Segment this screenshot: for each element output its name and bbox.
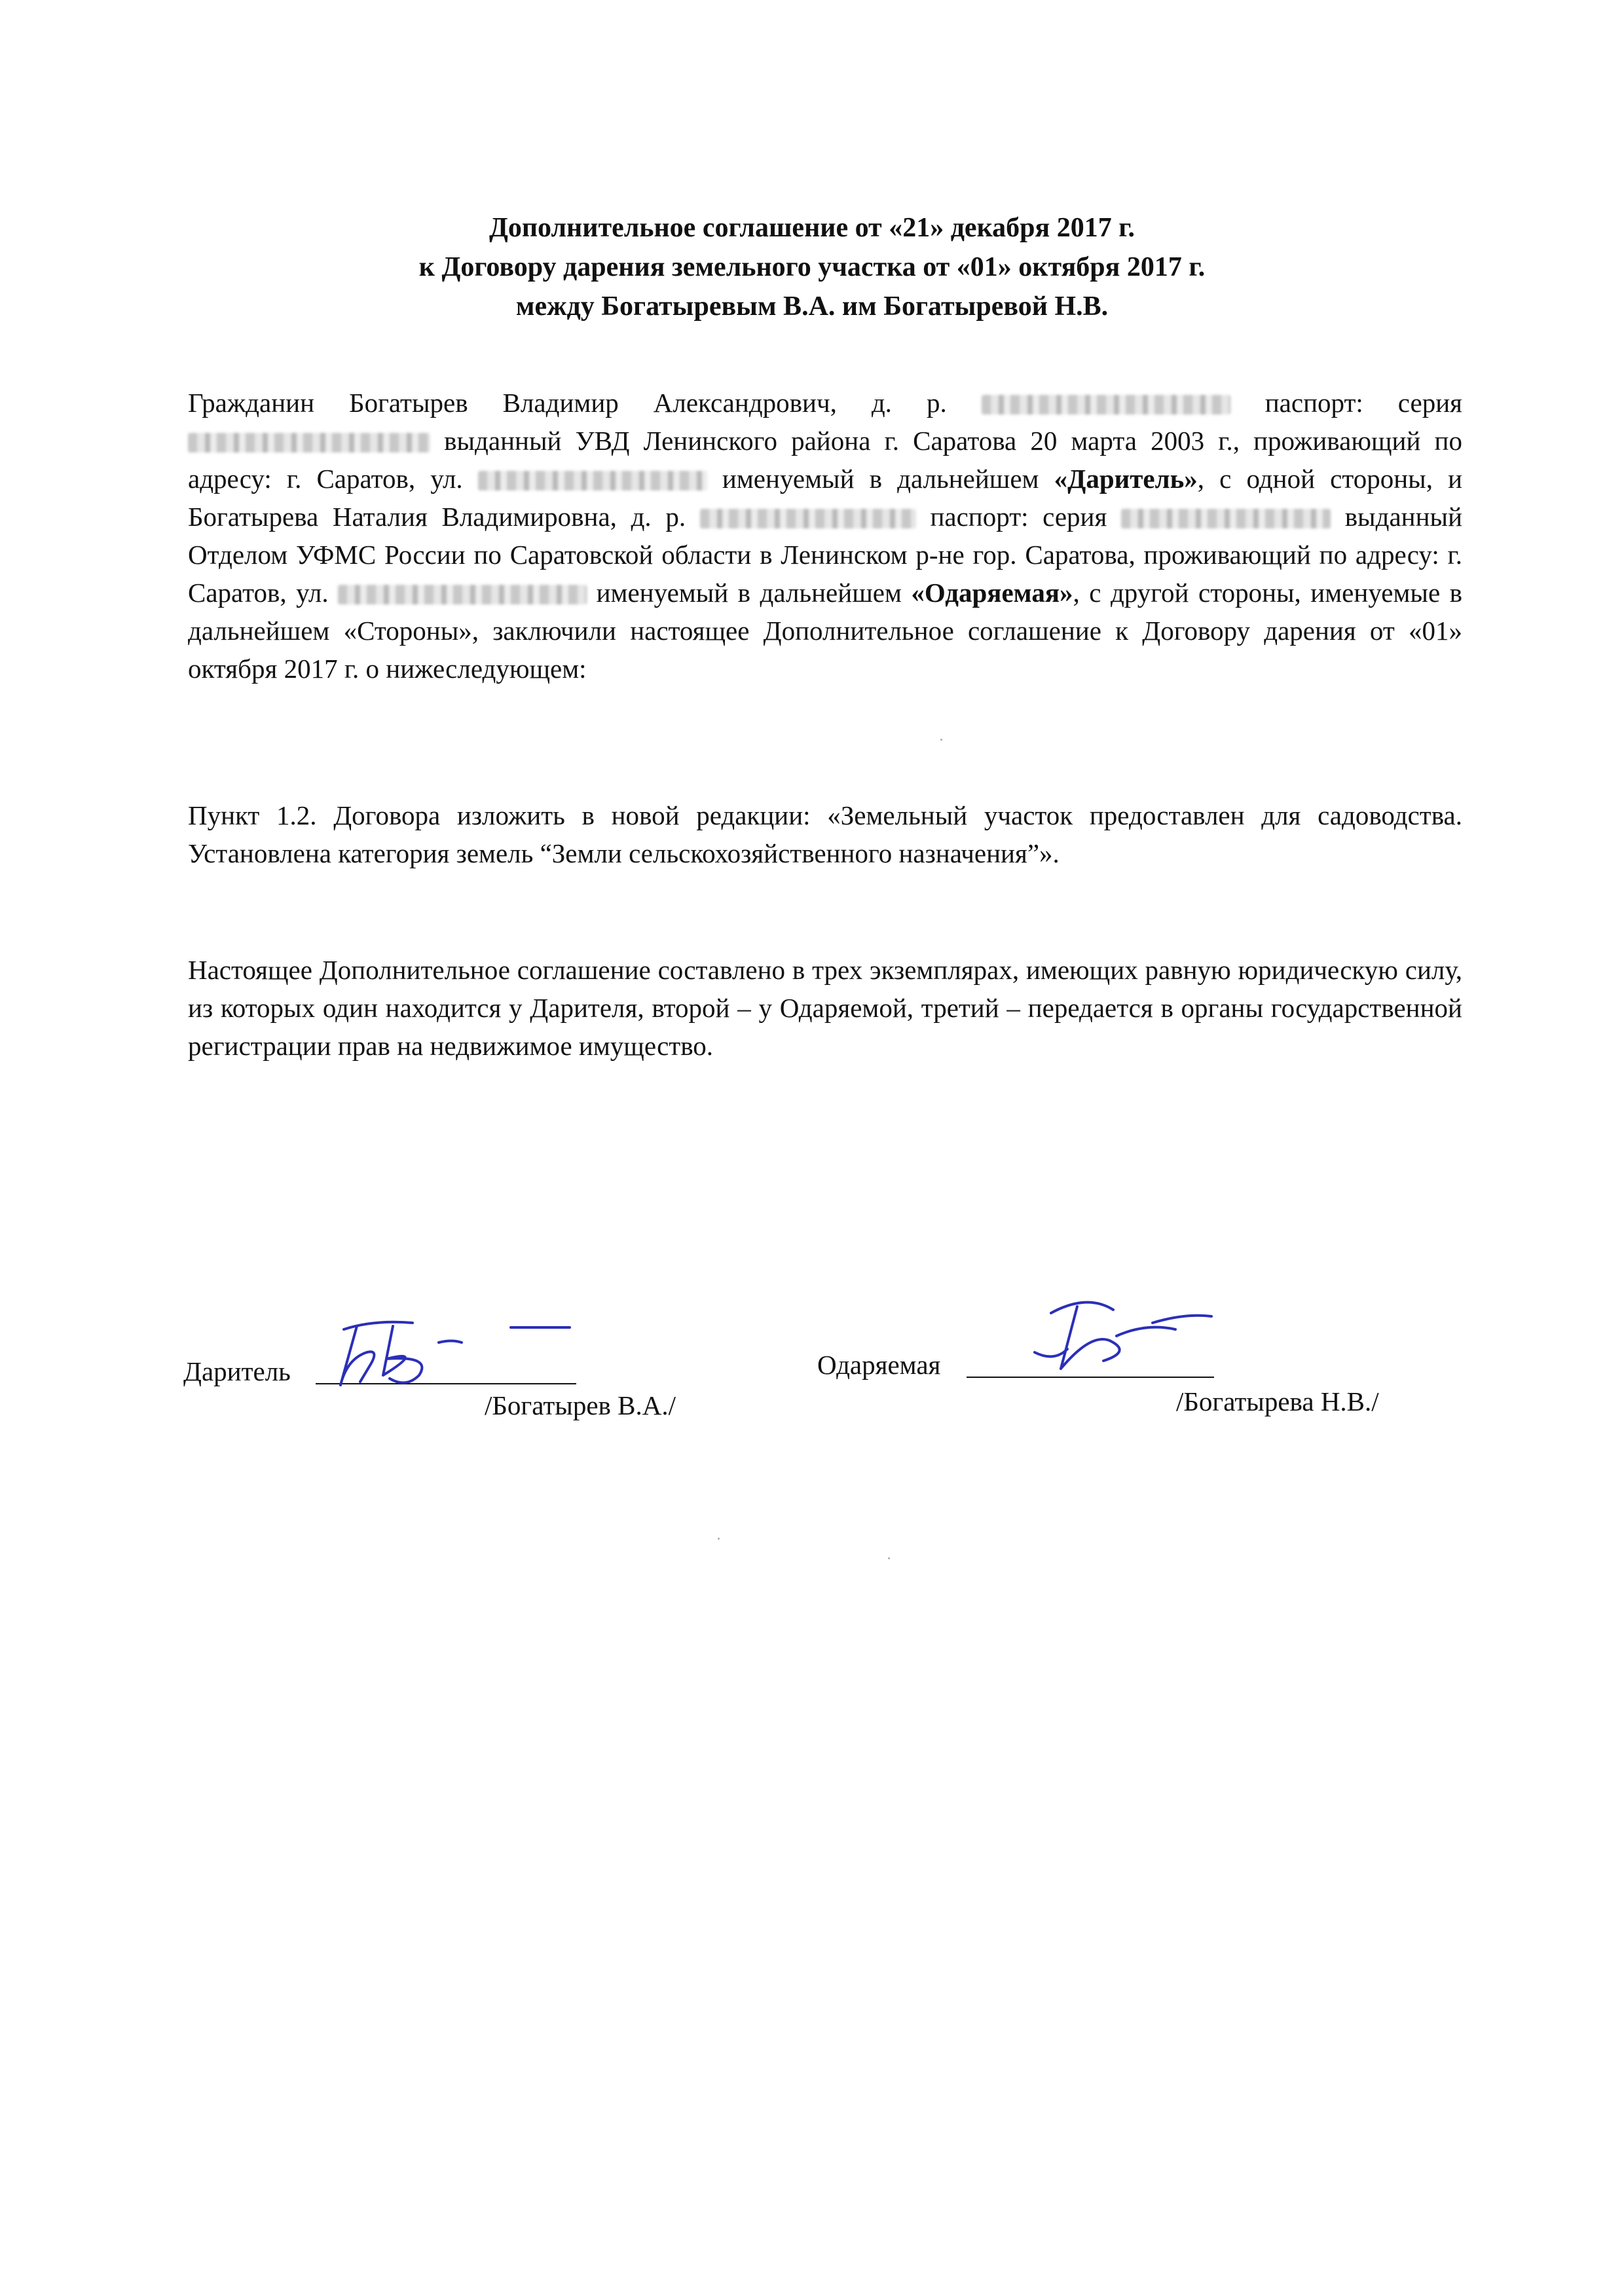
redacted-birthdate (982, 395, 1230, 415)
parties-paragraph (188, 384, 1462, 688)
scan-speck (940, 739, 942, 741)
redacted-address-2 (338, 585, 587, 604)
donee-label: Одаряемая (817, 1350, 941, 1380)
intro-text-8: именуемый в дальнейшем (596, 578, 902, 608)
title-line-3: между Богатыревым В.А. им Богатыревой Н.В. (515, 291, 1109, 322)
intro-text-6: паспорт: серия (930, 502, 1107, 532)
donor-label: Даритель (183, 1356, 291, 1386)
scan-speck (888, 1557, 890, 1559)
intro-text-1: Гражданин Богатырев Владимир Александрович, д. р. (188, 388, 947, 418)
donor-name: /Богатырев В.А./ (485, 1390, 676, 1420)
intro-text-7: выданный Отделом УФМС России по Саратовской области в Ленинском р-не гор. Саратова, проживающий по адресу: г. Саратов, ул. (188, 502, 1463, 608)
title-line-1: Дополнительное соглашение от «21» декабря 2017 г. (489, 213, 1135, 243)
donee-signature-image (1015, 1290, 1225, 1388)
donor-term: «Даритель» (1054, 464, 1198, 494)
closing-paragraph: Настоящее Дополнительное соглашение составлено в трех экземплярах, имеющих равную юридическую силу, из которых один находится у Дарителя, второй – у Одаряемой, третий – передается в органы государственной регистрации прав на недвижимое имущество. (188, 955, 1462, 1061)
title-line-2: к Договору дарения земельного участка от «01» октября 2017 г. (418, 252, 1206, 282)
intro-text-5: , с одной стороны, и Богатырева Наталия Владимировна, д. р. (188, 464, 1463, 532)
intro-text-2: паспорт: серия (1264, 388, 1462, 418)
redacted-passport-2 (1121, 509, 1331, 528)
redacted-passport (188, 433, 430, 453)
intro-text-3: выданный УВД Ленинского района г. Саратова 20 марта 2003 г., проживающий по адресу: г. Саратов, ул. (188, 426, 1462, 494)
document-title (0, 208, 1624, 326)
redacted-birthdate-2 (700, 509, 916, 528)
donee-name: /Богатырева Н.В./ (1176, 1386, 1379, 1416)
donor-signature-image (321, 1313, 583, 1398)
donee-term: «Одаряемая» (911, 578, 1073, 608)
redacted-address (478, 471, 707, 491)
intro-text-9: , с другой стороны, именуемые в дальнейшем «Стороны», заключили настоящее Дополнительное соглашение к Договору дарения от «01» октября 2017 г. о нижеследующем: (188, 578, 1463, 684)
clause-paragraph: Пункт 1.2. Договора изложить в новой редакции: «Земельный участок предоставлен для садоводства. Установлена категория земель “Земли сельскохозяйственного назначения”». (188, 800, 1462, 868)
scan-speck (718, 1538, 720, 1540)
intro-text-4: именуемый в дальнейшем (722, 464, 1039, 494)
